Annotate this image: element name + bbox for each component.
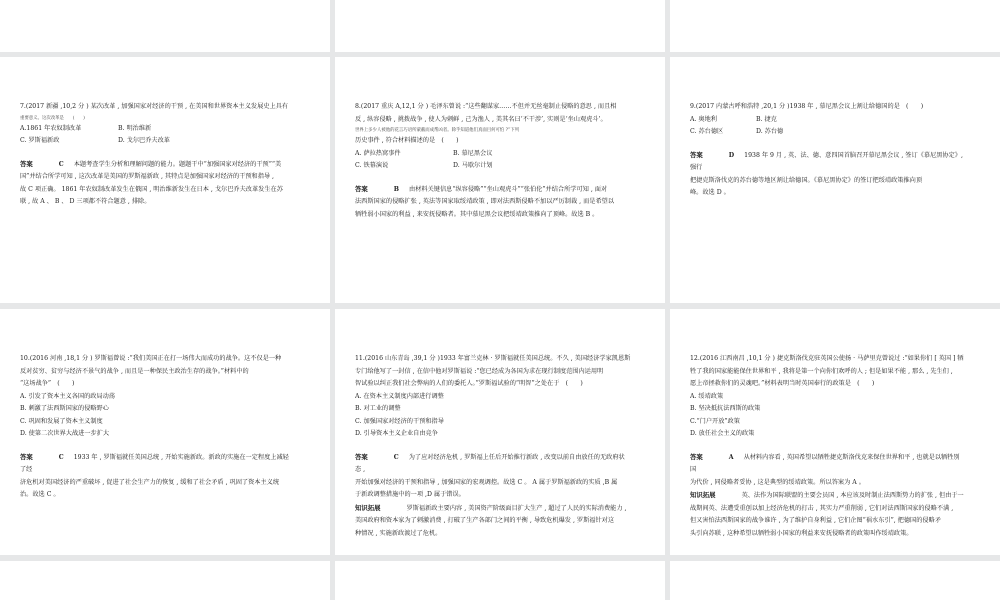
question-stem: 专门给他写了一封信 , 在信中他对罗斯福说 :“您已经成为各国为求在现行制度范围内运用明 (355, 367, 604, 375)
explanation-line: 开始加强对经济的干预和指导 , 加强国家的宏观调控。故选 C 。 A 属于罗斯福新政的实质 ,B 属 (355, 478, 618, 486)
answer-block (20, 158, 316, 209)
options (355, 148, 651, 173)
page-bottom-right (670, 561, 1000, 600)
question-stem: 反对贫穷、贫穷与经济不景气的战争 , 而且是一种保民主政治生存的战争。”材料中的 (20, 367, 249, 375)
page-question-9[interactable] (670, 57, 1000, 303)
extra-label: 知识拓展 (690, 491, 716, 499)
explanation-line: 治。故选 C 。 (20, 491, 60, 498)
extra-line: 美国政府和资本家为了刺激消费 , 打破了生产各部门之间的平衡 , 导致危机爆发 , 罗斯福针对这 (355, 517, 615, 524)
answer-block (690, 149, 986, 200)
extra-line: 但又害怕法西斯国家的战争谁许 , 为了维护自身利益 , 它们企图“祸水东引”, 把德国的侵略矛 (690, 517, 941, 524)
option-b: B. 明治维新 (118, 124, 152, 132)
answer-label: 答案 (355, 184, 368, 193)
answer-label: 答案 (355, 452, 368, 461)
option-a: A. 绥靖政策 (690, 392, 724, 400)
question-stem: 7.(2017 新疆 ,10,2 分 ) 某次改革 , 加强国家对经济的干预 , 在美国和世界资本主义发展史上具有 (20, 103, 289, 110)
page-top-left (0, 0, 330, 52)
option-a: A. 引发了资本主义各国的政局动荡 (20, 392, 116, 400)
option-b: B. 坚决抵抗法西斯的政策 (690, 405, 761, 412)
explanation-line: 为了应对经济危机 , 罗斯福上任后开始推行新政 , 改变以前自由放任的无政府状 (408, 453, 625, 461)
question-stem: 12.(2016 江西南昌 ,10,1 分 ) 捷克斯洛伐克驻英国公使扬 · 马萨里克曾说过 :“如果你们 [ 英国 ] 牺 (690, 355, 964, 362)
option-d: D. 使第二次世界大战进一步扩大 (20, 430, 110, 437)
extra-line: 战期间英、法遭受重创以加上经济危机的打击 , 其实力严重削弱 , 它们对法西斯国家的侵略不满 , (690, 504, 954, 512)
explanation-line: 态 , (355, 466, 366, 473)
option-c: C. 加强国家对经济的干预和指导 (355, 417, 444, 425)
option-b: B. 捷克 (756, 115, 777, 123)
extra-label: 知识拓展 (355, 503, 381, 512)
explanation-line: 强行 (690, 164, 703, 171)
question-stem: 愿上帝拯救你们的灵魂吧。”材料表明当时英国奉行的政策是 ( ) (690, 380, 875, 387)
question-stem: 反 , 纵容侵略 , 挑拨战争 , 使人为刺鲜 , 己为渔人 , 美其名曰‘不干涉’, 实则是‘坐山观虎斗’。 (355, 115, 607, 123)
extra-line: 头引向苏联 , 这种希望以牺牲弱小国家的利益来安抚侵略者的政策叫作绥靖政策。 (690, 529, 913, 537)
explanation-line: 把捷克斯洛伐克的苏台德等地区割让给德国。《慕尼黑协定》的签订把绥靖政策推向顶 (690, 176, 923, 184)
answer-letter: C (393, 453, 399, 461)
answer-block (690, 451, 986, 541)
explanation-line: 牺牲弱小国家的利益 , 来安抚侵略者。其中慕尼黑会议把绥靖政策推向了顶峰。故选 B 。 (355, 210, 599, 218)
page-question-8[interactable] (335, 57, 665, 303)
explanation-line: 济危机对美国经济的严重破坏 , 促进了社会生产力的恢复 , 缓和了社会矛盾 , 巩固了资本主义统 (20, 478, 280, 486)
answer-label: 答案 (20, 159, 33, 168)
question-stem: 世界上多少人被他的花言巧语所蒙蔽而成帮凶者。除乎知道他们真面目何可怕 ?”下列 (355, 128, 520, 133)
question-stem: “这场战争” ( ) (20, 380, 75, 387)
question-stem: 牲了我的国家能能保住世界和平 , 我将是第一个向你们欢呼的人 ; 但是如果不能 , 那么 , 先生们 , (690, 367, 953, 375)
question-stem: 历史事件 , 符合材料描述的是 ( ) (355, 137, 459, 144)
option-b: B. 慕尼黑会议 (453, 149, 493, 157)
answer-block (20, 451, 316, 502)
explanation-line: 从材料内容看 , 英国希望以牺牲捷克斯洛伐克来保住世界和平 , 也就是以牺牲别 (743, 453, 960, 461)
explanation-line: 1938 年 9 月 , 英、法、德、意四国首脑召开慕尼黑会议 , 签订《慕尼黑协定》, (744, 151, 963, 159)
question-stem: 8.(2017 重庆 A,12,1 分 ) 毛泽东曾说 :“这些翻谋家……不但并无丝毫制止侵略的意思 , 而且相 (355, 103, 617, 110)
option-c: C.“门户开放”政策 (690, 417, 740, 425)
option-c: C. 罗斯福新政 (20, 137, 60, 144)
answer-label: 答案 (690, 452, 703, 461)
explanation-line: 为代价 , 同侵略者妥协 , 这是典型的绥靖政策。所以答案为 A 。 (690, 478, 865, 486)
option-a: A.1861 年农奴制改革 (20, 124, 82, 132)
answer-letter: C (58, 453, 64, 461)
question-stem: 智试验以纠正我们社会弊病的人们的委托人。”罗斯福试验的“明智”之处在于 ( ) (355, 380, 583, 387)
answer-letter: C (58, 160, 64, 168)
answer-letter: B (393, 185, 400, 193)
extra-line: 罗斯福新政主要内容 , 美国资产阶级面目扩大生产 , 超过了人民的实际消费能力 , (406, 504, 627, 512)
page-question-12[interactable] (670, 309, 1000, 555)
extra-line: 英、法作为国际联盟的主要会员国 , 本应该及时制止法西斯势力的扩张 , 但由于一 (741, 492, 964, 499)
explanation-line: 1933 年 , 罗斯福就任美国总统 , 开始实施新政。新政的实施在一定程度上减轻 (73, 453, 289, 461)
options (690, 114, 986, 139)
option-d: D. 戈尔巴乔夫改革 (118, 137, 170, 144)
page-bottom-left (0, 561, 330, 600)
explanation-line: 于新政调整措施中的一项 ,D 属于错误。 (355, 491, 465, 498)
explanation-line: 由材料关键信息“纵容侵略”“坐山观虎斗”“张伯伦”并结合所学可知 , 面对 (409, 185, 608, 193)
option-d: D. 引导资本主义企业自由竞争 (355, 430, 438, 437)
answer-block (355, 451, 651, 541)
page-bottom-middle (335, 561, 665, 600)
option-a: A. 萨拉热窝事件 (355, 149, 401, 157)
option-b: B. 刺激了法西斯国家的侵略野心 (20, 405, 109, 412)
page-question-7[interactable] (0, 57, 330, 303)
explanation-line: 本题考查学生分析和理解问题的能力。题题干中“加强国家对经济的干预”“美 (73, 160, 282, 168)
explanation-line: 法西斯国家的侵略扩张 , 英法等国家取绥靖政策 , 即对法西斯侵略不加以严厉制裁 , 而是希望以 (355, 198, 615, 205)
option-b: B. 对工业的调整 (355, 405, 401, 412)
page-question-11[interactable] (335, 309, 665, 555)
answer-label: 答案 (20, 452, 33, 461)
answer-label: 答案 (690, 150, 703, 159)
option-d: D. 放任社会主义的政策 (690, 430, 755, 437)
question-stem: 11.(2016 山东青岛 ,39,1 分 )1933 年富兰克林 · 罗斯福就任美国总统。不久 , 美国经济学家凯恩斯 (355, 355, 631, 362)
option-c: C. 巩固和发展了资本主义制度 (20, 417, 103, 425)
question-stem: 9.(2017 内蒙古呼和浩特 ,20,1 分 )1938 年 , 慕尼黑会议上割让给德国的是 ( ) (690, 103, 924, 110)
answer-letter: A (728, 453, 734, 461)
option-d: D. 苏台德 (756, 128, 784, 135)
extra-line: 种情况 , 实施新政渡过了危机。 (355, 529, 442, 537)
explanation-line: 了经 (20, 466, 33, 473)
option-a: A. 在资本主义制度内部进行调整 (355, 392, 444, 400)
explanation-line: 峰。故选 D 。 (690, 189, 730, 196)
question-stem: 10.(2016 河南 ,18,1 分 ) 罗斯福曾说 :“我们美国正在打一场伟大而成功的战争。这不仅是一种 (20, 355, 282, 362)
question-stem: 重要意义。这次改革是 ( ) (20, 115, 85, 121)
option-d: D. 马歇尔计划 (453, 162, 493, 169)
page-top-middle (335, 0, 665, 52)
option-c: C. 铁幕演说 (355, 162, 389, 169)
answer-block (355, 183, 651, 222)
options (20, 123, 316, 148)
option-a: A. 奥地利 (690, 115, 717, 123)
page-top-right (670, 0, 1000, 52)
answer-letter: D (728, 151, 735, 159)
page-question-10[interactable] (0, 309, 330, 555)
explanation-line: 国 (690, 466, 697, 473)
option-c: C. 苏台德区 (690, 128, 724, 135)
explanation-line: 国”并结合所学可知 , 这次改革是美国的罗斯福新政 , 其特点是加强国家对经济的干预和指导 , (20, 173, 275, 180)
explanation-line: 联 , 故 A 、 B 、 D 三项都不符合题意 , 排除。 (20, 198, 151, 205)
explanation-line: 故 C 项正确。 1861 年农奴制改革发生在俄国 , 明治维新发生在日本 , 戈尔巴乔夫改革发生在苏 (20, 185, 283, 193)
